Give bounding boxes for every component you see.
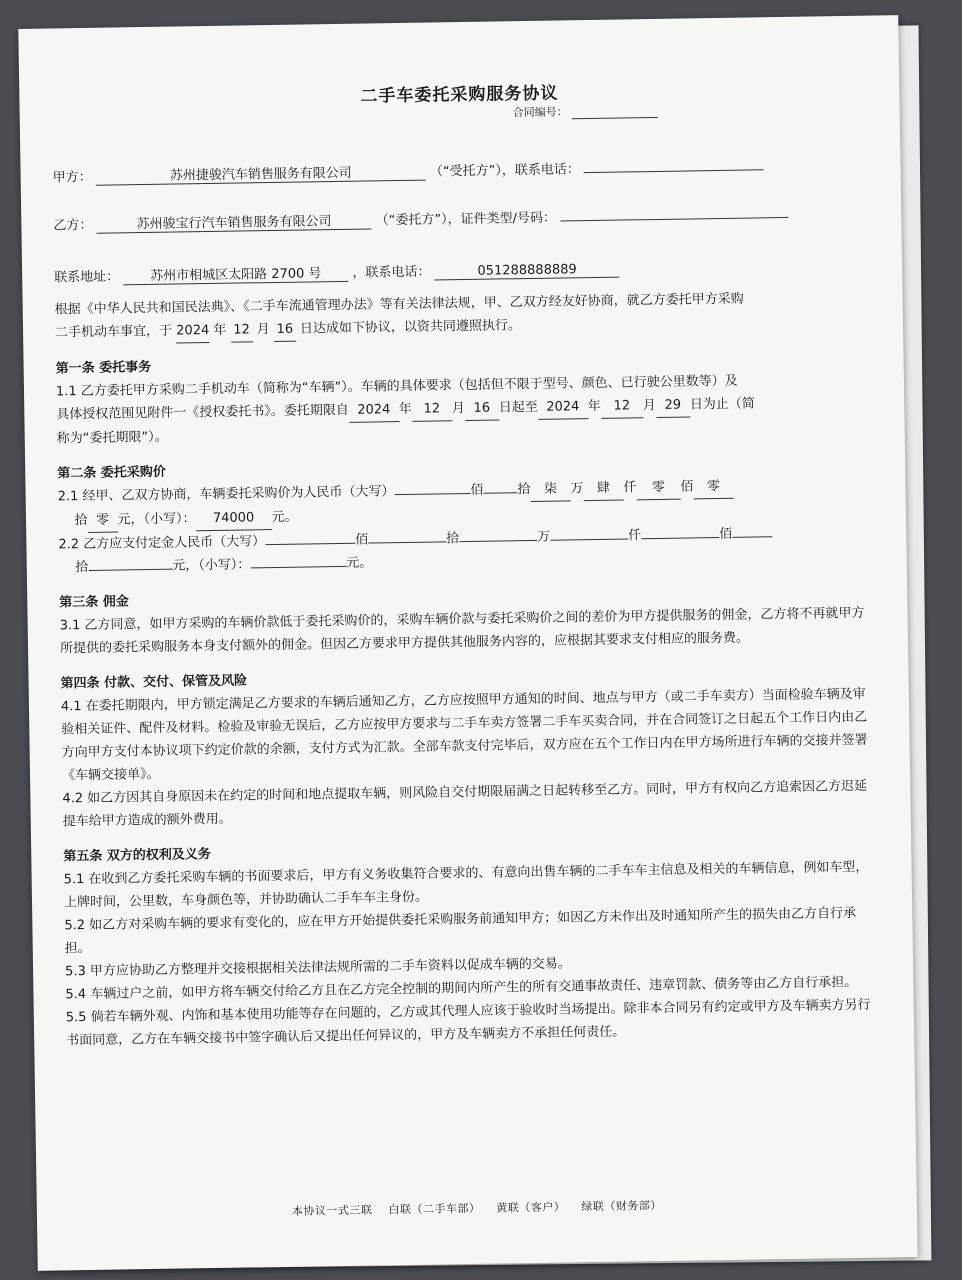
party-a-line: 甲方： 苏州捷骏汽车销售服务有限公司 （“受托方”），联系电话： [52,155,764,186]
article-5-1-text: 5.1 在收到乙方委托采购车辆的书面要求后，甲方有义务收集符合要求的、有意向出售车辆的二手车车主信息及相关的车辆信息，例如车型，上牌时间，公里数，车身颜色等，并协助确认二手车车主身份。 [63,859,869,911]
contract-number: 合同编号： [513,102,658,120]
article-2-text: 2.1 经甲、乙双方协商，车辆委托采购价为人民币（大写） 佰 拾 柒 万 肆 仟 零 佰 零 拾 零 元，（小写）： 74000 元。 2.2 乙方应支付定金人民币（大写） 佰 拾 万 仟 佰 拾 元，（小写）： 元。 [57,473,870,580]
intro-text: 根据《中华人民共和国民法典》、《二手车流通管理办法》等有关法律法规，甲、乙双方经友好协商，就乙方委托甲方采购 二手机动车事宜，于 2024 年 12 月 16 日达成如下协议，以资共同遵照执行。 [55,286,868,346]
article-2-heading: 第二条 委托采购价 [57,464,166,482]
article-5-3-text: 5.3 甲方应协助乙方整理并交接根据相关法律法规所需的二手车资料以促成车辆的交易。 [64,956,571,980]
party-b-line: 乙方： 苏州骏宝行汽车销售服务有限公司 （“委托方”），证件类型/号码： [53,203,788,235]
article-1-heading: 第一条 委托事务 [55,359,152,377]
copies-footer: 本协议一式三联 白联（二手车部） 黄联（客户） 绿联（财务部） [291,1199,662,1218]
phone-value: 051288888889 [435,262,620,281]
document-title: 二手车委托采购服务协议 [360,83,559,107]
article-4-2-text: 4.2 如乙方因其自身原因未在约定的时间和地点提取车辆，则风险自交付期限届满之日起转移至乙方。同时，甲方有权向乙方追索因乙方迟延提车给甲方造成的额外费用。 [62,778,868,830]
article-1-text: 1.1 乙方委托甲方采购二手机动车（简称为“车辆”）。车辆的具体要求（包括但不限于型号、颜色、已行驶公里数等）及 具体授权范围见附件一《授权委托书》。委托期限自 2024 年 12 月 16 日起至 2024 年 12 月 29 日为止（简 称为“委托期限”）。 [55,373,756,447]
contract-body [55,286,879,1053]
party-a-name: 苏州捷骏汽车销售服务有限公司 [96,161,426,186]
article-5-4-text: 5.4 车辆过户之前，如甲方将车辆交付给乙方且在乙方完全控制的期间内所产生的所有交通事故责任、违章罚款、债务等由乙方自行承担。 [65,974,858,1003]
article-4-heading: 第四条 付款、交付、保管及风险 [60,673,248,692]
party-b-name: 苏州骏宝行汽车销售服务有限公司 [96,209,371,233]
address-line: 联系地址： 苏州市相城区太阳路 2700 号 ，联系电话： 051288888889 [54,258,620,287]
contract-page [18,15,917,1271]
article-5-5-text: 5.5 倘若车辆外观、内饰和基本使用功能等存在问题的，乙方或其代理人应该于验收时当场提出。除非本合同另有约定或甲方及车辆卖方另行书面同意，乙方在车辆交接书中签字确认后又提出任何异议的，甲方及车辆卖方不承担任何责任。 [65,997,871,1049]
article-3-heading: 第三条 佣金 [59,594,129,611]
article-5-heading: 第五条 双方的权利及义务 [63,847,211,865]
article-4-1-text: 4.1 在委托期限内，甲方锁定满足乙方要求的车辆后通知乙方，乙方应按照甲方通知的时间、地点与甲方（或二手车卖方）当面检验车辆及审验相关证件、配件及材料。检验及审验无误后，乙方应按甲方要求与二手车卖方签署二手车买卖合同，并在合同签订之日起五个工作日内由乙方向甲方支付本协议项下约定价款的余额，支付方式为汇款。全部车款支付完毕后，双方应在五个工作日内在甲方场所进行车辆的交接并签署《车辆交接单》。 [60,686,868,784]
article-5-2-text: 5.2 如乙方对采购车辆的要求有变化的，应在甲方开始提供委托采购服务前通知甲方；如因乙方未作出及时通知所产生的损失由乙方自行承担。 [64,905,857,957]
address-value: 苏州市相城区太阳路 2700 号 [123,262,348,286]
article-3-text: 3.1 乙方同意，如甲方采购的车辆价款低于委托采购价的，采购车辆价款与委托采购价之间的差价为甲方提供服务的佣金，乙方将不再就甲方所提供的委托采购服务本身支付额外的佣金。但因乙方要求甲方提供其他服务内容的，应根据其要求支付相应的服务费。 [59,605,865,657]
